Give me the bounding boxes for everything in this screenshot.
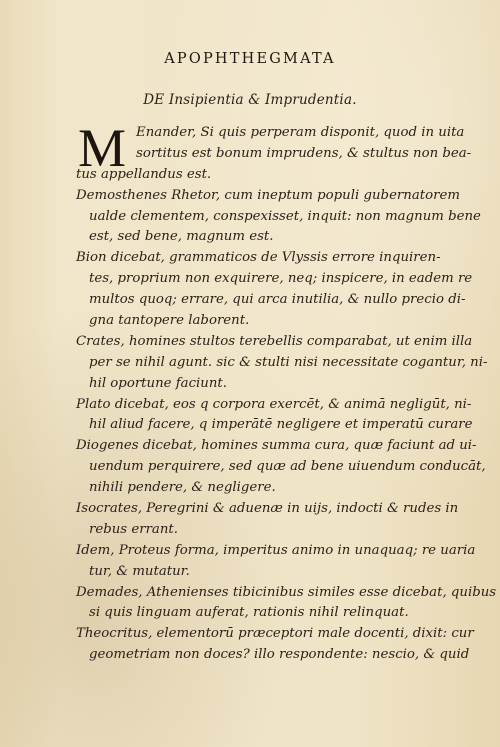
text-line: gna tantopere laborent. <box>89 313 250 329</box>
paragraph <box>76 499 459 541</box>
text-line: Theocritus, elementorū præceptori male docenti, dixit: cur <box>76 626 474 642</box>
text-line: Enander, Si quis perperam disponit, quod in uita <box>136 125 465 140</box>
text-line: Demosthenes Rhetor, cum ineptum populi gubernatorem <box>76 187 460 203</box>
paragraph <box>76 583 497 625</box>
text-line: est, sed bene, magnum est. <box>89 229 274 245</box>
text-line: Isocrates, Peregrini & aduenæ in uijs, indocti & rudes in <box>76 501 459 517</box>
section-title: DE Insipientia & Imprudentia. <box>143 92 357 108</box>
paragraphs <box>76 186 497 666</box>
text-line: Diogenes dicebat, homines summa cura, quæ faciunt ad ui- <box>76 438 477 454</box>
paragraph <box>76 624 474 666</box>
running-header: APOPHTHEGMATA <box>164 51 336 67</box>
text-line: tus appellandus est. <box>76 166 212 182</box>
text-line: hil aliud facere, q imperātē negligere et imperatū curare <box>89 417 473 433</box>
text-line: rebus errant. <box>89 521 178 537</box>
text-line: multos quoq; errare, qui arca inutilia, & nullo precio di- <box>89 292 466 308</box>
paragraph <box>76 332 488 395</box>
text-line: nihili pendere, & negligere. <box>89 480 276 496</box>
paragraph <box>76 436 486 499</box>
text-block <box>76 118 497 666</box>
text-line: per se nihil agunt. sic & stulti nisi necessitate cogantur, ni- <box>89 354 488 370</box>
first-paragraph <box>76 118 472 186</box>
text-line: Demades, Athenienses tibicinibus similes esse dicebat, quibus <box>76 584 497 600</box>
text-line: uendum perquirere, sed quæ ad bene uiuendum conducāt, <box>89 459 486 475</box>
paragraph <box>76 248 473 332</box>
paragraph <box>76 186 481 249</box>
text-line: geometriam non doces? illo respondente: nescio, & quid <box>89 647 470 663</box>
text-line: tes, proprium non exquirere, neq; inspicere, in eadem re <box>89 271 473 287</box>
text-line: hil oportune faciunt. <box>89 375 227 391</box>
text-line: Idem, Proteus forma, imperitus animo in unaquaq; re uaria <box>76 542 476 558</box>
text-line: si quis linguam auferat, rationis nihil relinquat. <box>89 605 409 621</box>
text-line: sortitus est bonum imprudens, & stultus non bea- <box>136 145 472 161</box>
text-line: ualde clementem, conspexisset, inquit: non magnum bene <box>89 208 481 224</box>
drop-cap: M <box>78 118 127 178</box>
paragraph <box>76 541 476 583</box>
text-line: Bion dicebat, grammaticos de Vlyssis errore inquiren- <box>76 250 441 266</box>
paragraph <box>76 395 473 437</box>
text-line: Plato dicebat, eos q corpora exercēt, & animā negligūt, ni- <box>76 396 472 412</box>
text-line: tur, & mutatur. <box>89 563 190 579</box>
text-line: Crates, homines stultos terebellis comparabat, ut enim illa <box>76 333 473 349</box>
